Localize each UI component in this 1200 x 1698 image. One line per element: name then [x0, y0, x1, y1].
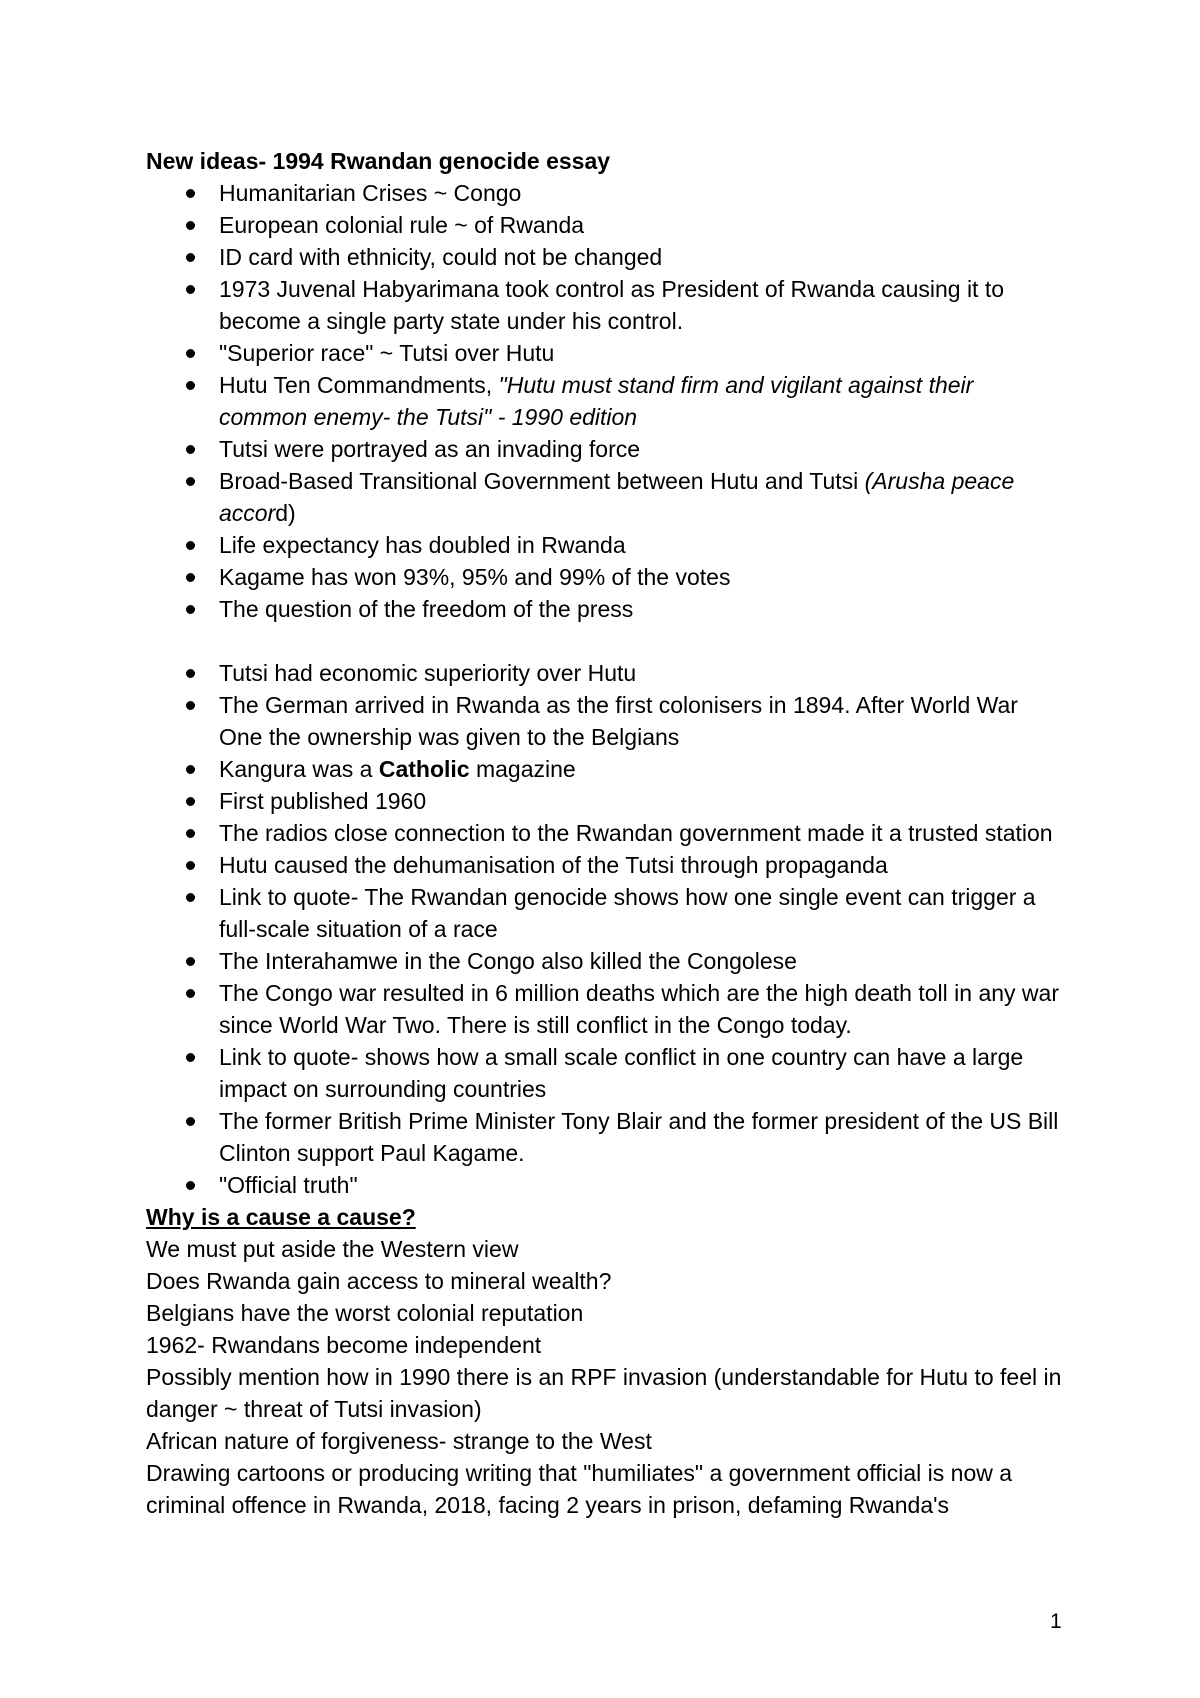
- list-item-text: The former British Prime Minister Tony Blair and the former president of the US Bill Clinton support Paul Kagame.: [219, 1108, 1059, 1166]
- bullet-icon: [186, 381, 195, 390]
- bullet-icon: [186, 221, 195, 230]
- list-item-text: ID card with ethnicity, could not be changed: [219, 244, 663, 270]
- list-item-text: Hutu Ten Commandments,: [219, 372, 499, 398]
- list-item-text: magazine: [469, 756, 576, 782]
- bullet-icon: [186, 893, 195, 902]
- list-item: [146, 273, 1066, 337]
- list-item-text: "Official truth": [219, 1172, 358, 1198]
- list-item-text: "Superior race" ~ Tutsi over Hutu: [219, 340, 555, 366]
- bullet-icon: [186, 765, 195, 774]
- bullet-icon: [186, 445, 195, 454]
- paragraph: 1962- Rwandans become independent: [146, 1332, 542, 1358]
- list-item-text: 1973 Juvenal Habyarimana took control as President of Rwanda causing it to become a single party state under his control.: [219, 276, 1005, 334]
- list-item: [146, 1041, 1066, 1105]
- bullet-icon: [186, 349, 195, 358]
- blank-line: [146, 625, 1066, 657]
- bullet-icon: [186, 605, 195, 614]
- page-number: 1: [1050, 1610, 1062, 1633]
- list-item: [146, 337, 1066, 369]
- list-item-text: Kangura was a: [219, 756, 379, 782]
- bullet-icon: [186, 1053, 195, 1062]
- bullet-icon: [186, 573, 195, 582]
- list-item: [146, 369, 1066, 433]
- bullet-icon: [186, 989, 195, 998]
- list-item-text: Life expectancy has doubled in Rwanda: [219, 532, 626, 558]
- paragraph: Belgians have the worst colonial reputation: [146, 1300, 584, 1326]
- bullet-icon: [186, 957, 195, 966]
- bullet-list-1: [146, 177, 1066, 625]
- list-item: [146, 753, 1066, 785]
- list-item: [146, 817, 1066, 849]
- list-item: [146, 1105, 1066, 1169]
- list-item: [146, 881, 1066, 945]
- bullet-icon: [186, 701, 195, 710]
- list-item-text: Tutsi had economic superiority over Hutu: [219, 660, 637, 686]
- list-item: [146, 433, 1066, 465]
- list-item: [146, 593, 1066, 625]
- list-item: [146, 209, 1066, 241]
- list-item-text: The Congo war resulted in 6 million deaths which are the high death toll in any war since World War Two. There is still conflict in the Congo today.: [219, 980, 1059, 1038]
- bullet-icon: [186, 253, 195, 262]
- list-item: [146, 1169, 1066, 1201]
- bullet-icon: [186, 189, 195, 198]
- paragraph-group: [146, 1233, 1066, 1521]
- document-title: New ideas- 1994 Rwandan genocide essay: [146, 148, 611, 174]
- bullet-icon: [186, 1181, 195, 1190]
- list-item-text: The radios close connection to the Rwandan government made it a trusted station: [219, 820, 1053, 846]
- list-item-text: Kagame has won 93%, 95% and 99% of the votes: [219, 564, 731, 590]
- bullet-icon: [186, 861, 195, 870]
- list-item-text: The question of the freedom of the press: [219, 596, 634, 622]
- list-item-text: The German arrived in Rwanda as the first colonisers in 1894. After World War One the ownership was given to the Belgians: [219, 692, 1018, 750]
- section-heading: Why is a cause a cause?: [146, 1204, 416, 1230]
- bullet-icon: [186, 829, 195, 838]
- list-item: [146, 945, 1066, 977]
- list-item: [146, 465, 1066, 529]
- list-item-text: European colonial rule ~ of Rwanda: [219, 212, 585, 238]
- list-item: [146, 561, 1066, 593]
- paragraph: Possibly mention how in 1990 there is an RPF invasion (understandable for Hutu to feel in danger ~ threat of Tutsi invasion): [146, 1364, 1062, 1422]
- document-body: [146, 145, 1066, 1521]
- list-item: [146, 529, 1066, 561]
- list-item-text: Humanitarian Crises ~ Congo: [219, 180, 522, 206]
- list-item: [146, 785, 1066, 817]
- bullet-icon: [186, 1117, 195, 1126]
- bullet-list-2: [146, 657, 1066, 1201]
- paragraph: Drawing cartoons or producing writing that "humiliates" a government official is now a criminal offence in Rwanda, 2018, facing 2 years in prison, defaming Rwanda's: [146, 1460, 1013, 1518]
- list-item: [146, 241, 1066, 273]
- bullet-icon: [186, 797, 195, 806]
- paragraph: African nature of forgiveness- strange to the West: [146, 1428, 652, 1454]
- list-item-text: Link to quote- shows how a small scale conflict in one country can have a large impact on surrounding countries: [219, 1044, 1024, 1102]
- list-item-text: Catholic: [378, 756, 470, 782]
- list-item-text: "Hutu must stand firm and vigilant against their common enemy- the Tutsi" - 1990 edition: [219, 372, 974, 430]
- list-item: [146, 177, 1066, 209]
- bullet-icon: [186, 669, 195, 678]
- list-item-text: d): [275, 500, 296, 526]
- list-item-text: (Arusha peace accor: [219, 468, 1015, 526]
- list-item-text: Tutsi were portrayed as an invading force: [219, 436, 641, 462]
- list-item-text: The Interahamwe in the Congo also killed the Congolese: [219, 948, 797, 974]
- bullet-icon: [186, 477, 195, 486]
- list-item: [146, 657, 1066, 689]
- list-item-text: First published 1960: [219, 788, 427, 814]
- bullet-icon: [186, 541, 195, 550]
- paragraph: We must put aside the Western view: [146, 1236, 519, 1262]
- list-item-text: Hutu caused the dehumanisation of the Tutsi through propaganda: [219, 852, 888, 878]
- bullet-icon: [186, 285, 195, 294]
- list-item-text: Link to quote- The Rwandan genocide shows how one single event can trigger a full-scale situation of a race: [219, 884, 1036, 942]
- paragraph: Does Rwanda gain access to mineral wealth?: [146, 1268, 612, 1294]
- list-item: [146, 977, 1066, 1041]
- list-item: [146, 689, 1066, 753]
- list-item: [146, 849, 1066, 881]
- list-item-text: Broad-Based Transitional Government between Hutu and Tutsi: [219, 468, 865, 494]
